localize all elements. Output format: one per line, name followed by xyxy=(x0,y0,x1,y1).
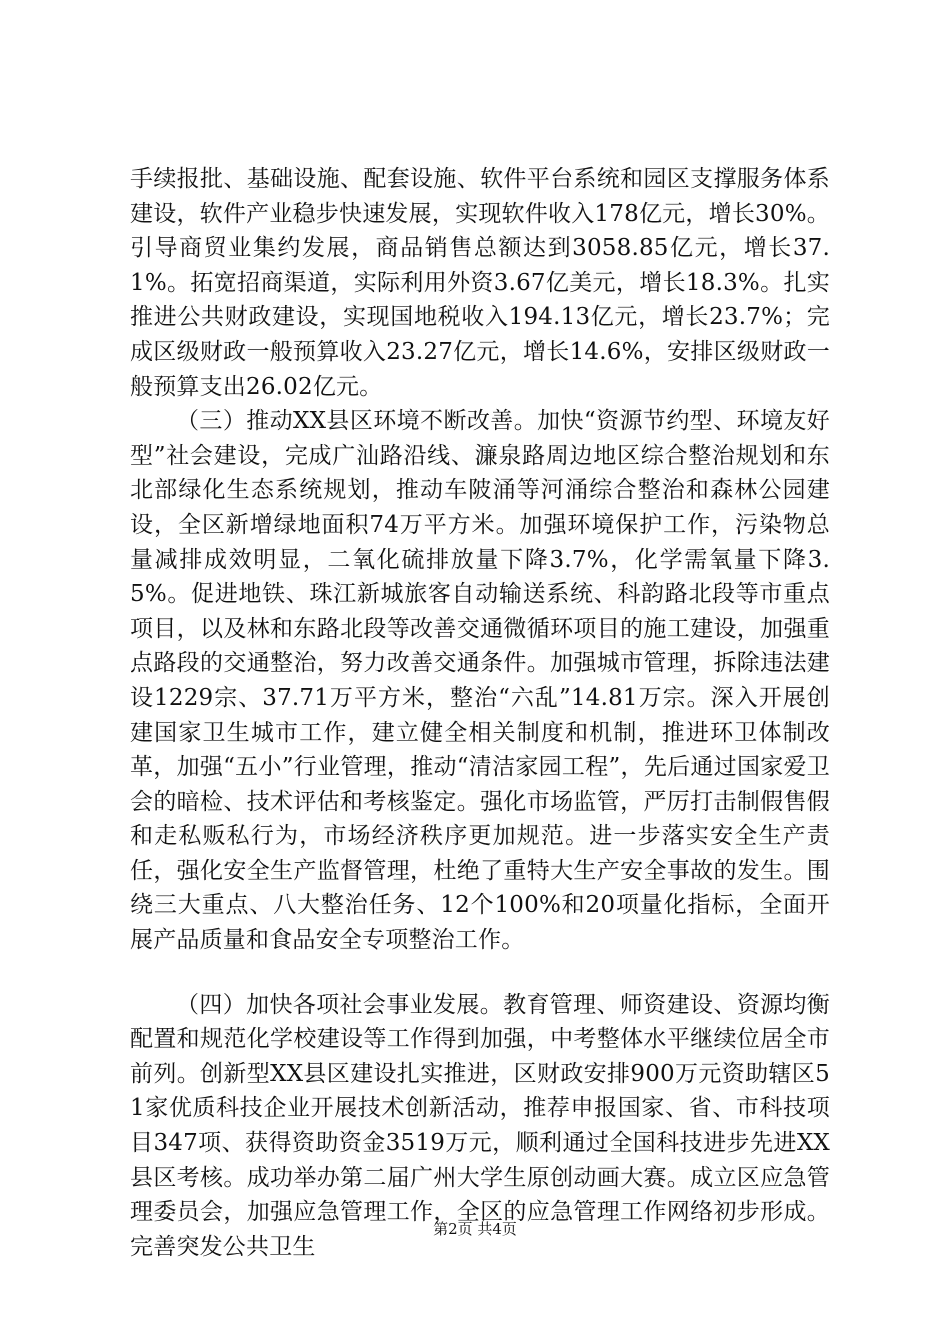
paragraph-economy: 手续报批、基础设施、配套设施、软件平台系统和园区支撑服务体系建设，软件产业稳步快速发展，实现软件收入178亿元，增长30%。引导商贸业集约发展，商品销售总额达到3058.85亿元，增长37.1%。拓宽招商渠道，实际利用外资3.67亿美元，增长18.3%。扎实推进公共财政建设，实现国地税收入194.13亿元，增长23.7%；完成区级财政一般预算收入23.27亿元，增长14.6%，安排区级财政一般预算支出26.02亿元。 xyxy=(130,166,830,400)
document-body xyxy=(130,162,830,1264)
paragraph-environment: （三）推动XX县区环境不断改善。加快“资源节约型、环境友好型”社会建设，完成广汕路沿线、濂泉路周边地区综合整治规划和东北部绿化生态系统规划，推动车陂涌等河涌综合整治和森林公园建设，全区新增绿地面积74万平方米。加强环境保护工作，污染物总量减排成效明显，二氧化硫排放量下降3.7%，化学需氧量下降3.5%。促进地铁、珠江新城旅客自动输送系统、科韵路北段等市重点项目，以及林和东路北段等改善交通微循环项目的施工建设，加强重点路段的交通整治，努力改善交通条件。加强城市管理，拆除违法建设1229宗、37.71万平方米，整治“六乱”14.81万宗。深入开展创建国家卫生城市工作，建立健全相关制度和机制，推进环卫体制改革，加强“五小”行业管理，推动“清洁家园工程”，先后通过国家爱卫会的暗检、技术评估和考核鉴定。强化市场监管，严厉打击制假售假和走私贩私行为，市场经济秩序更加规范。进一步落实安全生产责任，强化安全生产监督管理，杜绝了重特大生产安全事故的发生。围绕三大重点、八大整治任务、12个100%和20项量化指标，全面开展产品质量和食品安全专项整治工作。 xyxy=(130,408,830,954)
page-footer: 第2页 共4页 xyxy=(433,1220,517,1238)
paragraph-social: （四）加快各项社会事业发展。教育管理、师资建设、资源均衡配置和规范化学校建设等工作得到加强，中考整体水平继续位居全市前列。创新型XX县区建设扎实推进，区财政安排900万元资助辖区51家优质科技企业开展技术创新活动，推荐申报国家、省、市科技项目347项、获得资助资金3519万元，顺利通过全国科技进步先进XX县区考核。成功举办第二届广州大学生原创动画大赛。成立区应急管理委员会，加强应急管理工作，全区的应急管理工作网络初步形成。完善突发公共卫生 xyxy=(130,991,830,1260)
